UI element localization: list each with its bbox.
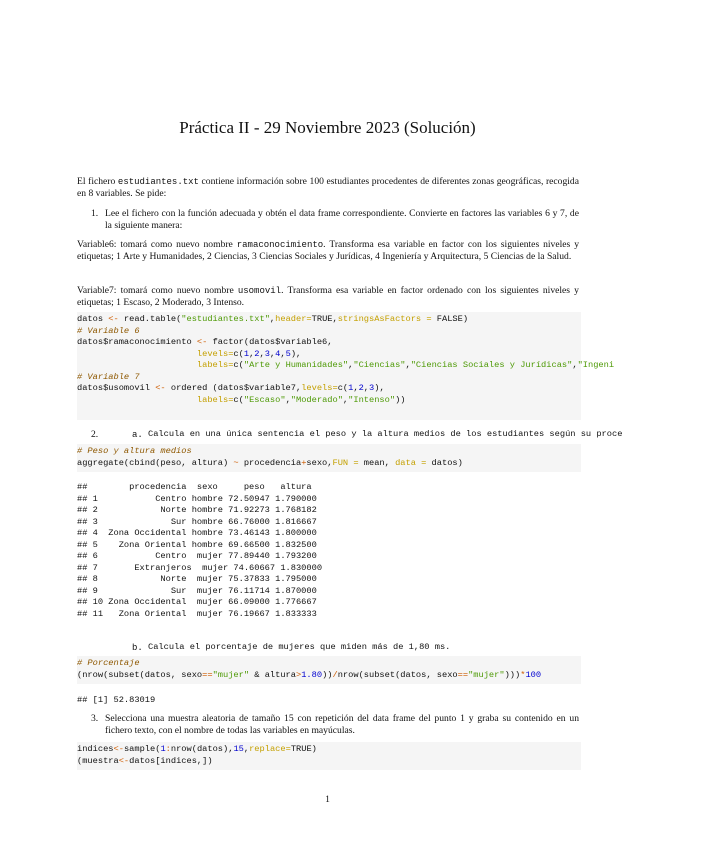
item-2a-text: Calcula en una única sentencia el peso y la altura medios de los estudiantes según su proce [148,429,623,439]
code-token: == [457,669,469,680]
variable7-name: usomovil [237,286,282,296]
code-token: (nrow(subset(datos, sexo [77,669,203,680]
code-token: ordered (datos$variable7, [165,383,302,393]
code-token: ))) [504,669,521,680]
output-row: ## 9 Sur mujer 76.11714 1.870000 [77,585,317,596]
output-row: ## 8 Norte mujer 75.37833 1.795000 [77,574,317,584]
code-token: "Ciencias Sociales y Jurídicas" [410,360,573,370]
code-token: 3 [369,383,375,393]
code-line [77,756,581,768]
code-token: "mujer" [212,669,250,680]
file-name: estudiantes.txt [117,177,199,187]
intro-paragraph [77,176,579,200]
code-block-percentage [77,656,581,684]
item-2-number: 2. [91,429,99,440]
code-token: 4 [275,348,281,359]
variable7-paragraph [77,285,579,309]
code-token: procedencia [238,457,302,468]
code-token: mean, [358,457,396,468]
variable7-text-post: . Transforma esa variable en factor ordenado con los siguientes niveles y etiquetas; 1 Escaso, 2 Moderado, 3 Intenso. [77,285,579,308]
code-token: datos$usomovil [77,383,156,393]
code-line [77,360,615,372]
code-token: c( [233,360,244,370]
code-token: == [202,669,213,680]
output-row: ## 6 Centro mujer 77.89440 1.793200 [77,551,317,561]
code-token: <- [113,744,124,754]
code-token: labels= [196,394,234,405]
code-token: sexo, [306,457,333,468]
code-token: , [405,360,411,370]
output-header-row: ## procedencia sexo peso altura [77,482,312,492]
code-token: "estudiantes.txt" [181,314,270,324]
code-token: > [295,669,302,680]
code-token: 1 [348,383,354,393]
page-title: Práctica II - 29 Noviembre 2023 (Solución) [179,118,476,137]
code-line [77,670,581,682]
code-token: , [572,360,578,370]
code-token: labels= [196,360,234,370]
code-token: , [280,348,286,359]
code-token: "Escaso" [243,394,286,405]
code-token: 1 [160,744,166,754]
code-token: , [348,360,354,370]
code-token: <- [155,383,166,393]
code-token: & altura [249,669,296,680]
code-token: )) [395,394,406,405]
code-token: datos [77,314,109,324]
code-token: datos) [426,457,463,468]
code-token: FUN = [332,457,359,468]
code-token: "Ingeni [577,360,615,370]
intro-text-post: contiene información sobre 100 estudiantes procedentes de diferentes zonas geográficas, recogida en 8 variables. Se pide: [77,176,579,199]
code-token: datos$ramaconocimiento [77,337,197,347]
variable6-paragraph [77,239,579,263]
code-token: , [259,348,265,359]
item-1-text: Lee el fichero con la función adecuada y obtén el data frame correspondiente. Convierte en factores las variables 6 y 7, de la siguiente manera: [105,208,579,231]
code-line [77,349,581,361]
code-token: , [269,348,276,359]
variable6-name: ramaconocimiento [236,240,324,250]
code-token: c( [337,383,349,393]
code-token: levels= [196,348,234,359]
code-token: 1 [243,348,250,359]
output-row: ## 1 Centro hombre 72.50947 1.790000 [77,493,317,504]
code-token [77,360,197,370]
code-token: "Arte y Humanidades" [243,360,349,370]
code-token: header= [275,314,312,324]
code-line [77,458,581,470]
code-token: FALSE) [431,314,469,324]
item-2b-label: b. [132,643,143,653]
code-token: <- [118,755,130,766]
code-token: "Moderado" [290,394,343,405]
code-token: ~ [233,457,239,468]
code-token: "Ciencias" [353,360,406,370]
code-line [77,337,581,349]
output-row: ## 3 Sur hombre 66.76000 1.816667 [77,516,317,527]
code-token: TRUE, [311,314,338,324]
code-token: (muestra [77,755,119,766]
code-token: c( [233,394,244,405]
code-token: <- [108,314,119,324]
code-token: , [269,314,276,324]
code-token: , [249,348,255,359]
code-block-read-data [77,312,615,420]
code-token: : [165,744,171,754]
code-token: data = [395,457,427,468]
code-token: 5 [285,348,291,359]
code-token: factor(datos$variable6, [207,337,333,347]
code-line [77,314,581,326]
code-token: , [285,394,291,405]
output-row: ## 4 Zona Occidental hombre 73.46143 1.800000 [77,528,317,538]
code-token: 1.80 [301,669,323,680]
code-token: indices [77,744,114,754]
item-2b-text: Calcula el porcentaje de mujeres que miden más de 1,80 ms. [148,642,451,652]
item-3-text: Selecciona una muestra aleatoria de tamaño 15 con repetición del data frame del punto 1 y graba su contenido en un fichero texto, con el nombre de todas las variables en mayúculas. [105,713,579,736]
code-token: stringsAsFactors = [337,314,432,324]
code-comment: # Variable 7 [77,371,140,382]
code-token: 100 [525,669,542,680]
code-token: read.table( [118,314,182,324]
code-comment: # Variable 6 [77,325,140,336]
code-token: ), [374,383,385,393]
code-token: 2 [358,383,364,393]
intro-text-pre: El fichero [77,176,118,187]
code-token: , [363,383,370,393]
variable7-text-pre: Variable7: tomará como nuevo nombre [77,285,238,296]
code-token: 15 [233,744,244,754]
code-line [77,395,581,407]
code-comment: # Porcentaje [77,658,140,668]
code-comment: # Peso y altura medios [77,446,192,456]
code-token: <- [196,337,208,347]
page-number: 1 [325,794,330,805]
aggregate-output [77,482,637,620]
output-row: ## 10 Zona Occidental mujer 66.09000 1.776667 [77,597,317,607]
code-token: , [342,394,349,405]
code-token: datos[indices,]) [129,755,213,766]
code-token: , [353,383,359,393]
item-2a-label: a. [132,430,143,440]
code-line [77,744,581,756]
code-token: replace= [249,744,291,754]
code-token: 2 [254,348,260,359]
code-token: , [243,744,250,754]
code-token: sample( [123,744,161,754]
code-token: nrow(datos), [170,744,234,754]
output-row: ## 7 Extranjeros mujer 74.60667 1.830000 [77,562,323,573]
percentage-output: ## [1] 52.83019 [77,695,156,705]
code-token: "Intenso" [348,394,396,405]
variable6-text-post: . Transforma esa variable en factor con los siguientes niveles y etiquetas; 1 Arte y Humanidades, 2 Ciencias, 3 Ciencias Sociales y Jurídicas, 4 Ingeniería y Arquitectura, 5 Ciencias de la Salud. [77,239,579,262]
output-row: ## 5 Zona Oriental hombre 69.66500 1.832500 [77,539,317,550]
code-token [77,349,197,359]
code-token: 3 [264,348,270,359]
code-token [77,395,197,405]
code-token: + [301,457,307,468]
code-token: / [332,669,338,680]
output-row: ## 2 Norte hombre 71.92273 1.768182 [77,505,317,515]
item-3-number: 3. [91,713,99,724]
code-line [77,383,581,395]
code-block-aggregate [77,444,581,472]
code-token: TRUE) [290,744,317,754]
code-token: c( [233,348,244,359]
code-token: ), [290,348,302,359]
variable6-text-pre: Variable6: tomará como nuevo nombre [77,239,237,250]
code-token: )) [322,669,333,680]
code-token: aggregate(cbind(peso, altura) [77,457,234,468]
code-block-sample [77,742,581,770]
code-token: * [520,669,526,680]
code-token: "mujer" [468,669,505,680]
code-token: levels= [301,383,338,393]
output-row: ## 11 Zona Oriental mujer 76.19667 1.833333 [77,608,317,619]
code-token: nrow(subset(datos, sexo [337,669,458,680]
item-1-number: 1. [91,208,99,219]
